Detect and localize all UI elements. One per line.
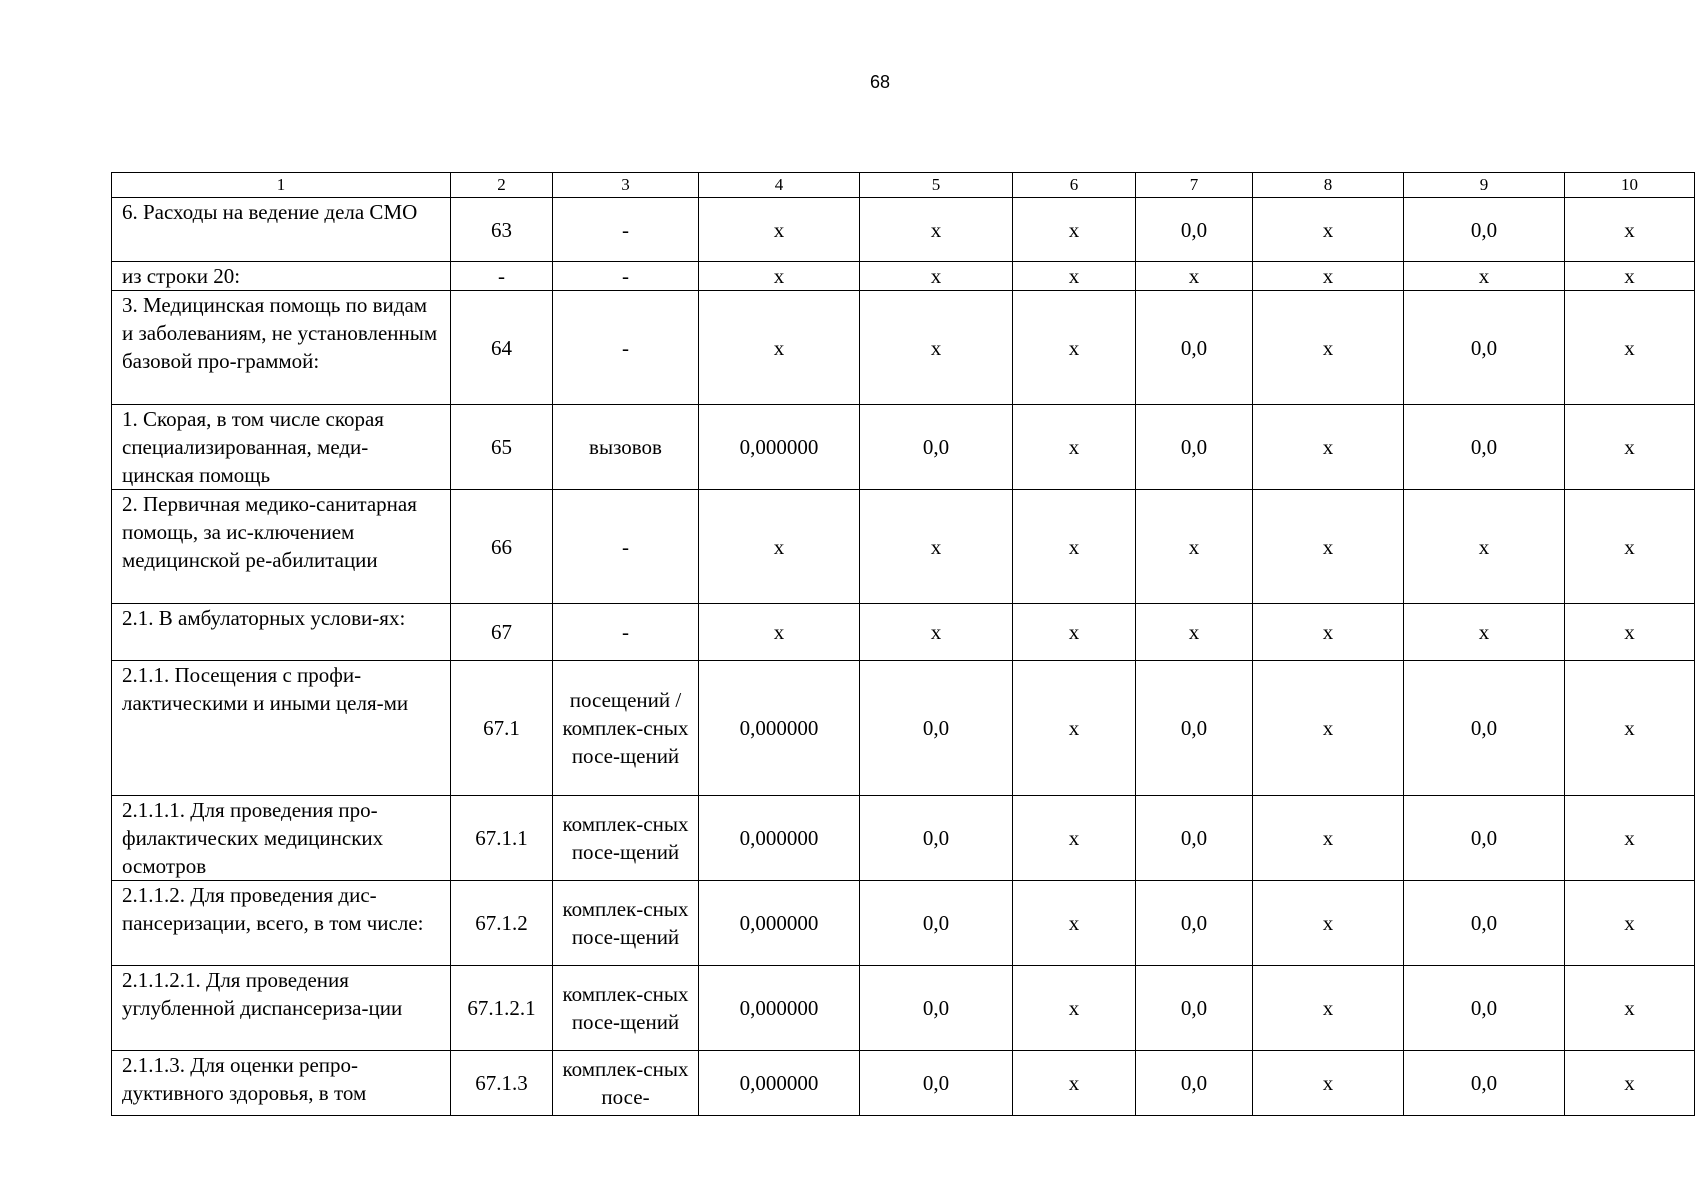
- row-unit-cell: вызовов: [553, 405, 699, 490]
- value-cell: х: [1253, 198, 1404, 262]
- row-code-cell: 67.1.2: [451, 881, 553, 966]
- value-cell: 0,0: [1136, 1051, 1253, 1116]
- row-name-cell: 2.1.1. Посещения с профи-лактическими и иными целя-ми: [112, 661, 451, 796]
- column-header: 3: [553, 173, 699, 198]
- value-cell: х: [1013, 796, 1136, 881]
- row-name-cell: 2.1.1.1. Для проведения про-филактических медицинских осмотров: [112, 796, 451, 881]
- row-code-cell: 66: [451, 490, 553, 604]
- row-name-cell: 1. Скорая, в том числе скорая специализированная, меди-цинская помощь: [112, 405, 451, 490]
- value-cell: 0,000000: [699, 881, 860, 966]
- value-cell: 0,0: [860, 796, 1013, 881]
- value-cell: х: [1253, 796, 1404, 881]
- value-cell: х: [1565, 198, 1695, 262]
- table-row: [112, 966, 1695, 1051]
- table-row: [112, 405, 1695, 490]
- row-name-cell: из строки 20:: [112, 262, 451, 291]
- table-row: [112, 291, 1695, 405]
- column-header: 4: [699, 173, 860, 198]
- column-header: 7: [1136, 173, 1253, 198]
- value-cell: х: [1253, 1051, 1404, 1116]
- row-name-cell: 2. Первичная медико-санитарная помощь, за ис-ключением медицинской ре-абилитации: [112, 490, 451, 604]
- value-cell: 0,0: [1404, 661, 1565, 796]
- value-cell: 0,0: [1136, 966, 1253, 1051]
- value-cell: 0,0: [860, 405, 1013, 490]
- row-name-cell: 2.1. В амбулаторных услови-ях:: [112, 604, 451, 661]
- value-cell: х: [1013, 604, 1136, 661]
- value-cell: х: [1013, 661, 1136, 796]
- value-cell: х: [1565, 490, 1695, 604]
- value-cell: х: [1253, 661, 1404, 796]
- column-header: 1: [112, 173, 451, 198]
- value-cell: х: [860, 291, 1013, 405]
- value-cell: х: [1136, 490, 1253, 604]
- column-header: 5: [860, 173, 1013, 198]
- value-cell: 0,0: [1404, 1051, 1565, 1116]
- value-cell: х: [1253, 966, 1404, 1051]
- value-cell: х: [699, 604, 860, 661]
- column-header: 6: [1013, 173, 1136, 198]
- value-cell: х: [1565, 262, 1695, 291]
- value-cell: 0,000000: [699, 796, 860, 881]
- value-cell: х: [1136, 604, 1253, 661]
- row-unit-cell: -: [553, 198, 699, 262]
- row-unit-cell: -: [553, 291, 699, 405]
- table-row: [112, 1051, 1695, 1116]
- value-cell: х: [1013, 1051, 1136, 1116]
- column-number-row: [112, 173, 1695, 198]
- row-name-cell: 2.1.1.2. Для проведения дис-пансеризации, всего, в том числе:: [112, 881, 451, 966]
- value-cell: 0,0: [1136, 405, 1253, 490]
- table-row: [112, 661, 1695, 796]
- table-row: [112, 490, 1695, 604]
- value-cell: 0,0: [860, 1051, 1013, 1116]
- value-cell: х: [1565, 405, 1695, 490]
- row-unit-cell: -: [553, 262, 699, 291]
- value-cell: х: [860, 604, 1013, 661]
- value-cell: 0,0: [860, 661, 1013, 796]
- row-code-cell: 67.1.3: [451, 1051, 553, 1116]
- value-cell: х: [1013, 966, 1136, 1051]
- table-row: [112, 262, 1695, 291]
- value-cell: х: [1253, 490, 1404, 604]
- value-cell: х: [1404, 604, 1565, 661]
- value-cell: 0,000000: [699, 661, 860, 796]
- row-code-cell: 64: [451, 291, 553, 405]
- value-cell: х: [1136, 262, 1253, 291]
- value-cell: 0,0: [1404, 405, 1565, 490]
- row-code-cell: 63: [451, 198, 553, 262]
- row-name-cell: 6. Расходы на ведение дела СМО: [112, 198, 451, 262]
- value-cell: х: [1253, 604, 1404, 661]
- value-cell: х: [1565, 1051, 1695, 1116]
- value-cell: х: [1565, 291, 1695, 405]
- row-unit-cell: комплек-сных посе-щений: [553, 796, 699, 881]
- value-cell: х: [1013, 490, 1136, 604]
- row-name-cell: 2.1.1.3. Для оценки репро-дуктивного здоровья, в том: [112, 1051, 451, 1116]
- row-unit-cell: -: [553, 604, 699, 661]
- value-cell: 0,000000: [699, 966, 860, 1051]
- value-cell: х: [860, 490, 1013, 604]
- value-cell: х: [1013, 291, 1136, 405]
- row-name-cell: 2.1.1.2.1. Для проведения углубленной диспансериза-ции: [112, 966, 451, 1051]
- row-unit-cell: комплек-сных посе-: [553, 1051, 699, 1116]
- value-cell: 0,0: [1136, 291, 1253, 405]
- row-code-cell: 67.1: [451, 661, 553, 796]
- value-cell: х: [1565, 881, 1695, 966]
- value-cell: х: [1253, 405, 1404, 490]
- value-cell: х: [1253, 881, 1404, 966]
- value-cell: 0,0: [1136, 661, 1253, 796]
- table-row: [112, 604, 1695, 661]
- column-header: 10: [1565, 173, 1695, 198]
- value-cell: х: [1565, 966, 1695, 1051]
- column-header: 8: [1253, 173, 1404, 198]
- value-cell: х: [1253, 262, 1404, 291]
- value-cell: х: [699, 198, 860, 262]
- row-code-cell: 67.1.1: [451, 796, 553, 881]
- row-unit-cell: комплек-сных посе-щений: [553, 881, 699, 966]
- row-unit-cell: комплек-сных посе-щений: [553, 966, 699, 1051]
- row-code-cell: 67: [451, 604, 553, 661]
- row-unit-cell: -: [553, 490, 699, 604]
- page-number: 68: [869, 72, 891, 92]
- value-cell: 0,0: [1404, 966, 1565, 1051]
- value-cell: 0,0: [1136, 881, 1253, 966]
- value-cell: х: [860, 198, 1013, 262]
- value-cell: х: [699, 262, 860, 291]
- value-cell: х: [1013, 405, 1136, 490]
- value-cell: 0,0: [860, 966, 1013, 1051]
- value-cell: 0,0: [1404, 881, 1565, 966]
- row-unit-cell: посещений / комплек-сных посе-щений: [553, 661, 699, 796]
- value-cell: х: [1253, 291, 1404, 405]
- value-cell: х: [1013, 262, 1136, 291]
- value-cell: 0,0: [1136, 796, 1253, 881]
- value-cell: 0,0: [1136, 198, 1253, 262]
- value-cell: х: [1013, 198, 1136, 262]
- value-cell: 0,0: [860, 881, 1013, 966]
- row-code-cell: 67.1.2.1: [451, 966, 553, 1051]
- value-cell: 0,0: [1404, 291, 1565, 405]
- value-cell: х: [1565, 796, 1695, 881]
- value-cell: х: [1013, 881, 1136, 966]
- value-cell: 0,000000: [699, 405, 860, 490]
- data-table: [111, 172, 1695, 1116]
- table-row: [112, 198, 1695, 262]
- row-code-cell: 65: [451, 405, 553, 490]
- value-cell: х: [1404, 490, 1565, 604]
- column-header: 2: [451, 173, 553, 198]
- value-cell: х: [860, 262, 1013, 291]
- table-row: [112, 881, 1695, 966]
- value-cell: х: [1404, 262, 1565, 291]
- row-name-cell: 3. Медицинская помощь по видам и заболеваниям, не установленным базовой про-граммой:: [112, 291, 451, 405]
- value-cell: х: [1565, 604, 1695, 661]
- value-cell: 0,0: [1404, 198, 1565, 262]
- value-cell: х: [1565, 661, 1695, 796]
- value-cell: 0,000000: [699, 1051, 860, 1116]
- column-header: 9: [1404, 173, 1565, 198]
- value-cell: х: [699, 490, 860, 604]
- row-code-cell: -: [451, 262, 553, 291]
- table-row: [112, 796, 1695, 881]
- value-cell: 0,0: [1404, 796, 1565, 881]
- value-cell: х: [699, 291, 860, 405]
